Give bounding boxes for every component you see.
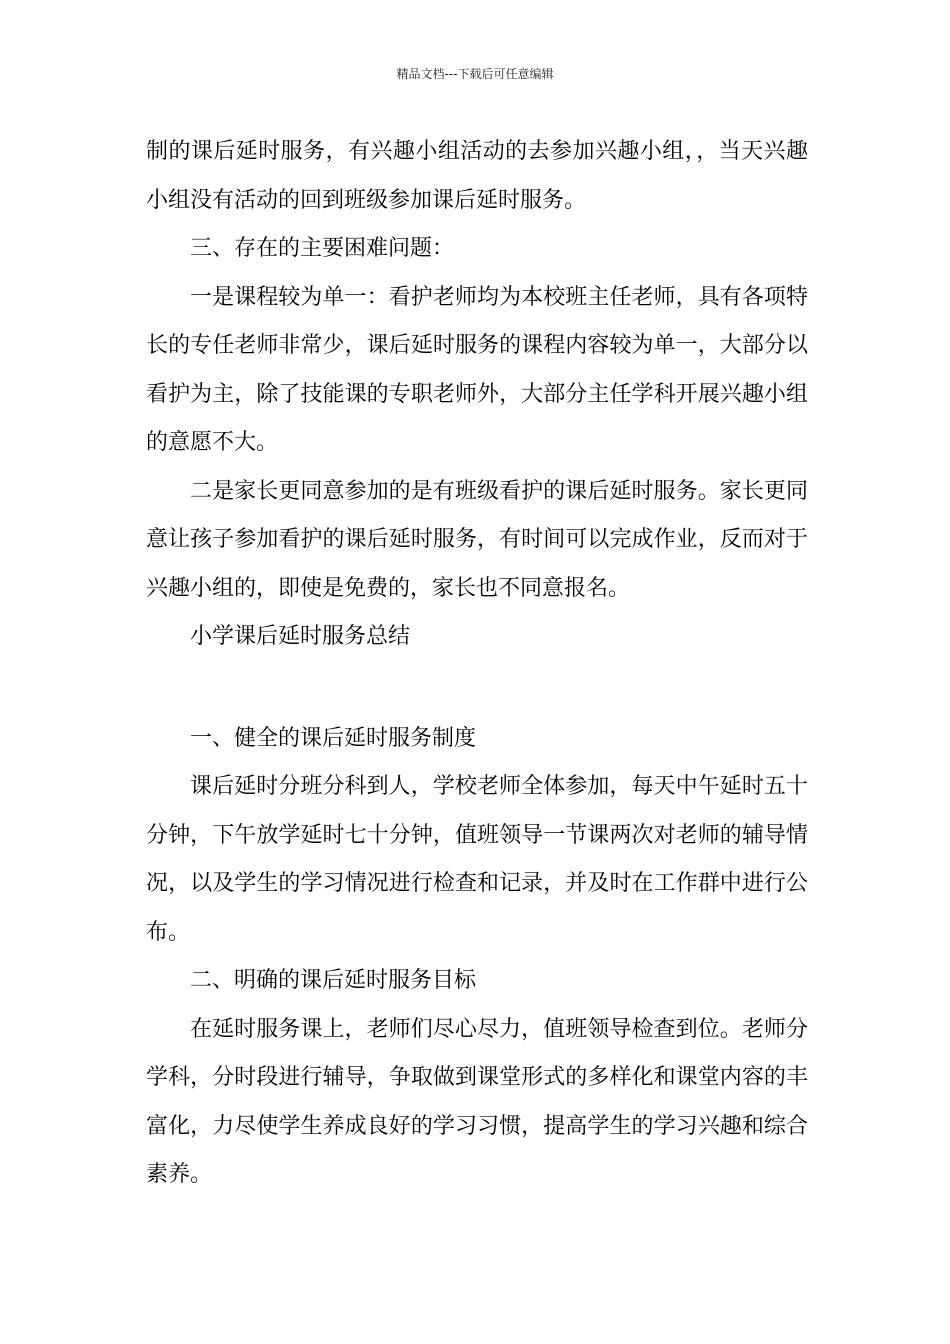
paragraph-difficulty-two: 二是家长更同意参加的是有班级看护的课后延时服务。家长更同意让孩子参加看护的课后延时服务，有时间可以完成作业，反而对于兴趣小组的，即使是免费的，家长也不同意报名。 — [146, 478, 808, 601]
page-header: 精品文档---下载后可任意编辑 — [396, 67, 554, 81]
section-heading-goals: 二、明确的课后延时服务目标 — [190, 968, 477, 993]
document-body — [146, 128, 808, 1200]
paragraph-difficulty-one: 一是课程较为单一：看护老师均为本校班主任老师，具有各项特长的专任老师非常少，课后延时服务的课程内容较为单一，大部分以看护为主，除了技能课的专职老师外，大部分主任学科开展兴趣小组的意愿不大。 — [146, 284, 808, 455]
document-subtitle: 小学课后延时服务总结 — [190, 624, 411, 649]
section-heading-system: 一、健全的课后延时服务制度 — [190, 725, 477, 751]
section-heading-difficulties: 三、存在的主要困难问题： — [190, 236, 455, 261]
paragraph-continuation: 制的课后延时服务，有兴趣小组活动的去参加兴趣小组，，当天兴趣小组没有活动的回到班级参加课后延时服务。 — [146, 139, 808, 213]
paragraph-system: 课后延时分班分科到人，学校老师全体参加，每天中午延时五十分钟，下午放学延时七十分钟，值班领导一节课两次对老师的辅导情况，以及学生的学习情况进行检查和记录，并及时在工作群中进行公布。 — [146, 774, 808, 945]
blank-gap — [146, 662, 808, 715]
paragraph-goals: 在延时服务课上，老师们尽心尽力，值班领导检查到位。老师分学科，分时段进行辅导，争取做到课堂形式的多样化和课堂内容的丰富化，力尽使学生养成良好的学习习惯，提高学生的学习兴趣和综合素养。 — [146, 1016, 808, 1187]
